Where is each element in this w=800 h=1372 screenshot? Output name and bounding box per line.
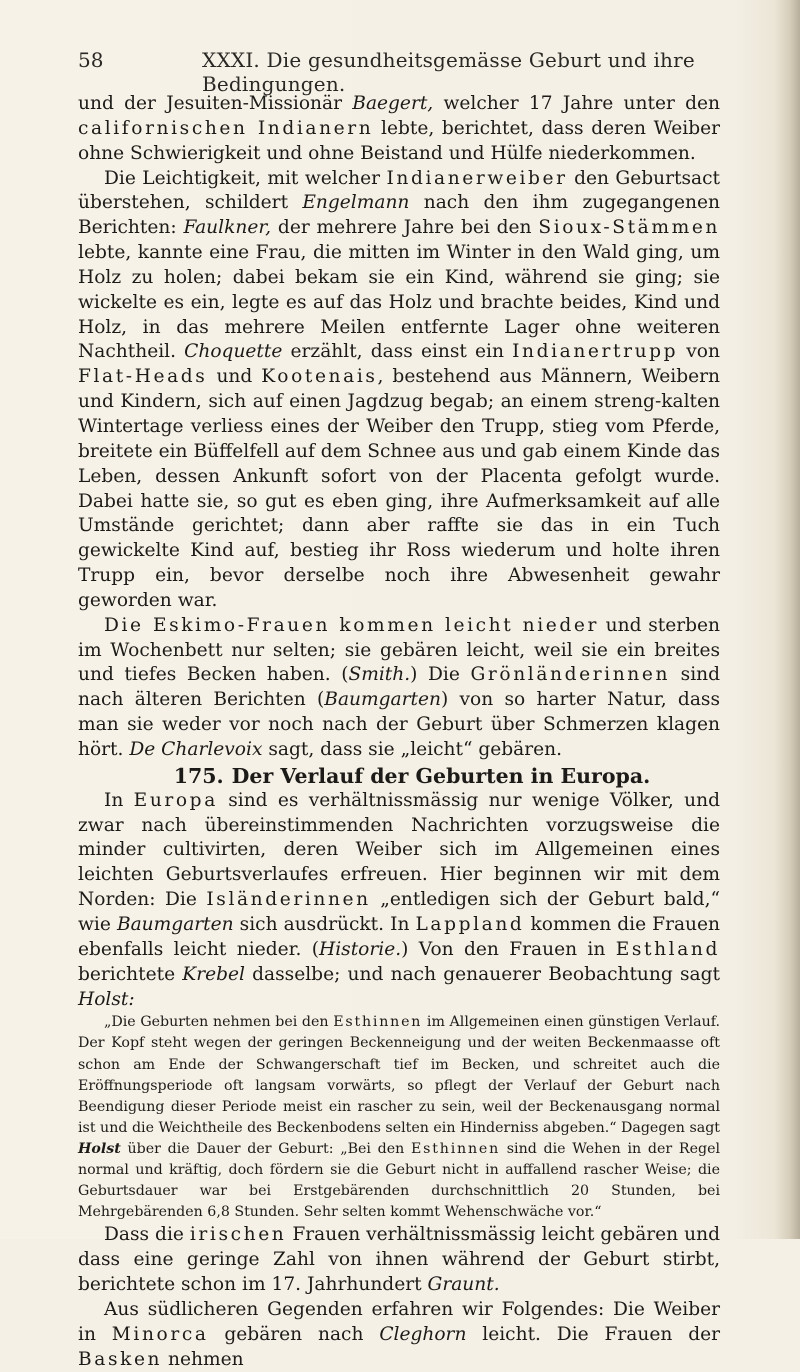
section-title: Der Verlauf der Geburten in Europa. — [231, 763, 651, 788]
emphasis-spaced: Minorca — [111, 1323, 209, 1345]
text-run: sagt, dass sie „leicht“ gebären. — [262, 738, 563, 760]
text-run: sind die Wehen in der Regel normal und kräftig, doch fördern sie die Geburt nicht in auffallend rascher Weise; die Geburtsdauer war bei Erstgebärenden durchschnittlich 20 Stunden, bei Mehrgebärenden 6,8 Stunden. Sehr selten kommt Wehenschwäche vor.“ — [78, 1140, 720, 1221]
text-run: Dass die — [104, 1224, 190, 1246]
emphasis-spaced: irischen — [189, 1224, 287, 1246]
emphasis-spaced: Esthinnen — [333, 1014, 423, 1031]
emphasis-spaced: Flat-Heads — [78, 366, 208, 388]
text-run: nach den ihm zugegangenen Berichten: — [78, 192, 720, 239]
text-run: „Die Geburten nehmen bei den — [104, 1014, 334, 1031]
text-run: , bestehend aus Männern, Weibern und Kindern, sich auf einen Jagdzug begab; an einem streng-kalten Wintertage verliess eines der Weiber den Trupp, stieg vom Pferde, breitete ein Büffelfell auf dem Schnee aus und gab einem Kinde das Leben, dessen Ankunft sofort von der Placenta gefolgt wurde. Dabei hatte sie, so gut es eben ging, ihre Aufmerksamkeit auf alle Umstände gerichtet; dann aber raffte sie das in ein Tuch gewickelte Kind auf, bestieg ihr Ross wiederum und holte ihren Trupp ein, bevor derselbe noch ihre Abwesenheit gewahr geworden war. — [78, 366, 720, 611]
paragraph-1 — [78, 92, 720, 167]
emphasis-spaced: Europa — [133, 789, 218, 811]
page-header — [78, 48, 720, 96]
author-name: Baegert, — [352, 93, 434, 114]
page-body — [78, 92, 720, 1372]
emphasis-spaced: Esthland — [615, 938, 720, 960]
author-name: Baumgarten — [324, 689, 441, 711]
text-run: und — [207, 366, 262, 388]
text-run: der mehrere Jahre bei den — [271, 217, 539, 239]
paragraph-3 — [78, 614, 720, 763]
text-run: berichtete — [78, 963, 183, 985]
section-heading — [78, 763, 720, 789]
text-run: lebte, kannte eine Frau, die mitten im Winter in den Wald ging, um Holz zu holen; dabei bekam sie ein Kind, während sie ging; sie wickelte es ein, legte es auf das Holz und brachte beides, Kind und Holz, in das mehrere Meilen entfernte Lager ohne weiteren Nachtheil. — [78, 242, 720, 363]
text-run: ) Von den Frauen in — [401, 938, 616, 960]
author-name: Holst: — [78, 988, 135, 1010]
text-run: In — [104, 789, 134, 811]
author-name: Faulkner, — [183, 217, 272, 239]
block-quote — [78, 1012, 720, 1223]
text-run: leicht. Die Frauen der — [466, 1323, 720, 1345]
emphasis-spaced: Die Eskimo-Frauen kommen leicht nieder — [104, 614, 599, 636]
text-run: sich ausdrückt. In — [233, 914, 416, 935]
text-run: Aus südlicheren Gegenden erfahren wir Folgendes: Die Weiber in — [78, 1298, 720, 1345]
text-run: und der Jesuiten-Missionär — [78, 93, 353, 114]
text-run: Frauen verhältnissmässig leicht gebären und dass eine geringe Zahl von ihnen während der Geburt stirbt, berichtete schon im 17. Jahrhundert — [78, 1224, 720, 1295]
emphasis-spaced: Grönländerinnen — [470, 664, 671, 686]
text-run: und sterben im Wochenbett nur selten; sie gebären leicht, weil sie ein breites und tiefes Becken haben. ( — [78, 614, 720, 686]
page-edge-shadow — [774, 0, 800, 1239]
paragraph-6 — [78, 1298, 720, 1372]
running-title: XXXI. Die gesundheitsgemässe Geburt und ihre Bedingungen. — [202, 48, 695, 96]
emphasis-spaced: Indianertrupp — [512, 341, 679, 363]
author-name: Holst — [78, 1140, 121, 1157]
emphasis-spaced: Basken — [78, 1348, 163, 1370]
text-run: den Geburtsact überstehen, schildert — [78, 167, 720, 214]
text-run: im Allgemeinen einen günstigen Verlauf. Der Kopf steht wegen der geringen Beckenneigung und der weiten Beckenmaasse oft schon am Ende der Schwangerschaft tief im Becken, und schreitet auch die Eröffnungsperiode oft langsam vorwärts, so pflegt der Verlauf der Geburt nach Beendigung dieser Periode meist ein rascher zu sein, weil der Beckenausgang normal ist und die Weichtheile des Beckenbodens selten ein Hinderniss abgeben.“ Dagegen sagt — [78, 1014, 720, 1136]
emphasis-spaced: Sioux-Stämmen — [538, 217, 720, 239]
author-name: Smith. — [348, 664, 411, 686]
text-run: von — [678, 341, 720, 363]
source-name: Historie. — [318, 938, 402, 960]
author-name: Choquette — [184, 341, 283, 363]
text-run: gebären nach — [208, 1323, 380, 1345]
text-run: welcher 17 Jahre unter den — [433, 93, 720, 114]
text-run: kommen die Frauen ebenfalls leicht nieder. ( — [78, 914, 720, 960]
page-number: 58 — [78, 48, 104, 72]
text-run: über die Dauer der Geburt: „Bei den — [120, 1140, 412, 1157]
author-name: Baumgarten — [116, 914, 234, 935]
text-run: erzählt, dass einst ein — [282, 341, 513, 363]
text-run: ) Die — [410, 664, 471, 686]
author-name: De Charlevoix — [129, 738, 263, 760]
emphasis-spaced: Indianerweiber — [386, 167, 568, 189]
paragraph-4 — [78, 789, 720, 1013]
text-run: sind es verhältnissmässig nur wenige Völker, und zwar nach übereinstimmenden Nachrichten vorzugsweise die minder cultivirten, deren Weiber sich im Allgemeinen eines leichten Geburtsverlaufes erfreuen. Hier beginnen wir mit dem Norden: Die — [78, 789, 720, 911]
emphasis-spaced: Kootenais — [261, 366, 378, 388]
emphasis-spaced: Isländerinnen — [206, 889, 371, 911]
paragraph-5 — [78, 1223, 720, 1298]
emphasis-spaced: californischen Indianern — [78, 117, 374, 139]
emphasis-spaced: Lappland — [415, 914, 525, 935]
section-number: 175. — [173, 763, 224, 788]
text-run: sind nach älteren Berichten ( — [78, 664, 721, 711]
emphasis-spaced: Esthinnen — [411, 1140, 501, 1157]
text-run: nehmen — [162, 1348, 244, 1370]
text-run: Die Leichtigkeit, mit welcher — [104, 167, 387, 189]
author-name: Engelmann — [302, 192, 410, 214]
paragraph-2 — [78, 167, 720, 614]
text-run: lebte, berichtet, dass deren Weiber ohne Schwierigkeit und ohne Beistand und Hülfe niederkommen. — [78, 117, 720, 164]
text-run: ) von so harter Natur, dass man sie weder vor noch nach der Geburt über Schmerzen klagen hört. — [78, 689, 720, 760]
text-run: dasselbe; und nach genauerer Beobachtung sagt — [244, 963, 720, 985]
text-run: „entledigen sich der Geburt bald,“ wie — [78, 889, 720, 935]
author-name: Krebel — [182, 963, 245, 985]
author-name: Graunt. — [427, 1274, 500, 1295]
author-name: Cleghorn — [379, 1323, 467, 1345]
